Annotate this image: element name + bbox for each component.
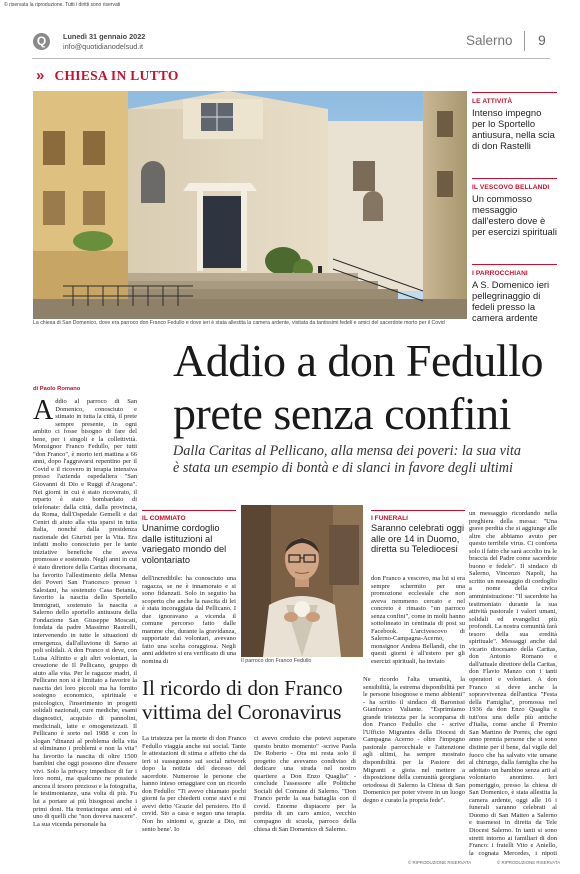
secondary-column-2: ci avevo creduto che potevi superare questo brutto momento" -scrive Paola De Roberto - Ora mi resta solo il progetto che avevamo condiviso di dedicare una strada nel nostro quartiere a Don Enzo Quaglia" - conclude l'assessore alle Politiche Sociali del Comune di Salerno. "Don Franco perde la sua battaglia con il covid. Enorme dispiacere per la perdita di un caro amico, vecchio compagno di scuola, parroco della chiesa di San Domenico di Salerno. <box>254 735 356 833</box>
sidebar-item-title: I PARROCCHIANI <box>472 270 528 277</box>
article-column-3: dell'incredibile: ha conosciuto una ragazza, se ne è innamorato e si sono fidanzati. Solo in seguito ha scoperto che anche la nascita di lei è stata incoraggiata dal Pellicano. I due ignoravano a vicenda il comune percorso fatto dalle mamme che, durante la gravidanza, supportate dai volontari, avevano fatto una scelta coraggiosa. Negli anni addietro si era verificato di una nomina di <box>142 575 236 665</box>
box-text: Unanime cordoglio dalle istituzioni al variegato mondo del volontariato <box>142 523 227 565</box>
sidebar-item-parishioners <box>472 264 557 323</box>
secondary-headline-line-1: Il ricordo di don Franco <box>142 676 343 700</box>
copyright-notice: © riservata la riproduzione. Tutti i diritti sono riservati <box>4 2 121 8</box>
subhead-line-2: è stata un esempio di bontà e di slanci in favore degli ultimi <box>173 460 513 476</box>
rubric-label: CHIESA IN LUTTO <box>54 68 179 83</box>
newspaper-logo <box>33 33 50 50</box>
rubric-marker: » <box>36 67 45 84</box>
subhead-line-1: Dalla Caritas al Pellicano, alla mensa dei poveri: la sua vita <box>173 443 521 459</box>
sidebar-rule <box>472 264 557 265</box>
sidebar-item-bishop <box>472 178 557 237</box>
masthead-rule <box>32 58 550 59</box>
church-photo <box>33 91 467 319</box>
sidebar-item-text: Un commosso messaggio dall'estero dove è per esercizi spirituali <box>472 193 557 237</box>
page-number: 9 <box>538 32 546 48</box>
secondary-column-1: La tristezza per la morte di don Franco Fedullo viaggia anche sui social. Tante le attestazioni di stima e affetto che da ieri si susseguono sui social network dopo la notizia del decesso del sacerdote. Numerose le persone che hanno inteso omaggiare con un ricordo don Fedullo: "Ti avevo chiamato pochi giorni fa per chiederti come stavi e mi avevi detto 'Grazie del pensiero. Ho il covid. Sto a casa e seguo una terapia. Non ho sintomi e, grazie a Dio, mi sento bene'. Io <box>142 735 246 833</box>
sidebar-item-text: A S. Domenico ieri pellegrinaggio di fedeli presso la camera ardente <box>472 279 550 323</box>
priest-photo <box>241 505 363 657</box>
headline-line-2: prete senza confini <box>173 388 511 439</box>
sidebar-item-activity <box>472 92 557 151</box>
priest-photo-caption: Il parroco don Franco Fedullo <box>241 658 312 664</box>
secondary-headline-line-2: vittima del Coronavirus <box>142 700 342 724</box>
photo-caption: La chiesa di San Domenico, dove era parroco don Franco Fedullo e dove ieri è stata allestita la camera ardente, visitata da tantissimi fedeli e amici del sacerdote morto per il Covid <box>33 320 445 326</box>
sidebar-item-title: IL VESCOVO BELLANDI <box>472 184 550 191</box>
article-column-1 <box>33 398 137 864</box>
drop-cap: A <box>33 398 54 426</box>
copyright-footer-secondary: © RIPRODUZIONE RISERVATA <box>408 860 472 865</box>
contact-email: info@quotidianodelsud.it <box>63 42 144 51</box>
box-title: I FUNERALI <box>371 515 408 522</box>
sidebar-item-title: LE ATTIVITÀ <box>472 98 513 105</box>
sidebar-item-text: Intenso impegno per lo Sportello antiusura, nella scia di don Rastelli <box>472 107 555 151</box>
issue-date: Lunedì 31 gennaio 2022 <box>63 32 146 41</box>
section-divider <box>524 31 525 51</box>
article-column-1-text: ddio al parroco di San Domenico, conosciuto e stimato in tutta la città, il prete sempre presente, in ogni ambito ci fosse bisogno di fare del bene, per i singoli e la collettività. Monsignor Franco Fedullo, per tutti "don Franco", è morto ieri mattina a 66 anni, dopo l'aggravarsi repentino per il Covid e il ricovero in terapia intensiva presso l'azienda ospedaliera "San Giovanni di Dio e Ruggi d'Aragona". Nei giorni in cui è stato ricoverato, il reparto è stato bombardato di telefonate: dalla città, dalla provincia, da Roma, dall'Ospedale Gemelli e dai Centri di aiuto alla vita sparsi in tutta Italia, nonché dalla presidenza nazionale dei Giuristi per la Vita. Era infatti molto conosciuto per le tante iniziative benefiche che aveva promosso e sostenuto. Negli anni in cui è stato direttore della Caritas diocesana, ha favorito l'allestimento della Mensa dei Poveri San Francesco presso i Salesiani, ha sostenuto Casa Betania, favorito la nascita dello Sportello Immigrati, sostenuto la nascita a Salerno dello sportello antiusura della Fondazione San Giuseppe Moscati, fondata da padre Massimo Rastrelli, intervenendo in tutte le situazioni di emergenza, dall'alluvione di Sarno ai poli solidali. A don Franco si deve, con Luisa Alfinito e gli altri volontari, la creazione de Il Pellicano, gruppo di aiuto alla vita. Per le ragazze madri, il Pellicano non si è limitato a favorire la nascita dei loro piccoli ma ha fornito sostegno economico, spirituale e psicologico, l'inserimento in progetti solidali nazionali, cure mediche, esami diagnostici, acquisto di pannolini, medicinali, latte e omogeneizzati. Il Pellicano è sorto nel 1988 e con lo slogan "dinanzi al problema della vita si eliminano i problemi e non la vita" ha favorito la nascita di oltre 1500 bambini che oggi possono dire d'essere vivi. Solo la privacy impedisce di far i loro nomi, ma qualcuno ne possiede ancora il tesoro prezioso e la fotografia, le testimonianze, una volta di più. Fu lui a portare ai più bisognosi anche i primi doni. Ha trentacinque anni ed è uno di quelli che "non doveva nascere". La sua vicenda personale ha <box>33 398 137 828</box>
section-name: Salerno <box>466 33 513 48</box>
church-photo-image <box>33 91 467 319</box>
copyright-footer-right: © RIPRODUZIONE RISERVATA <box>497 860 561 865</box>
box-rule <box>371 510 465 511</box>
sidebar-rule <box>472 92 557 93</box>
byline: di Paolo Romano <box>33 386 81 392</box>
box-commiato <box>142 510 236 565</box>
box-rule <box>142 510 236 511</box>
article-column-5: don Franco a vescovo, ma lui si era sempre schermito per una promozione ecclesiale che non aveva nemmeno cercato e nel concreto è rimasto "un parroco senza confini", come in molti hanno sottolineato in centinaia di post su Facebook. L'arcivescovo di Salerno-Campagna-Acerno, monsignor Andrea Bellandi, che in questi giorni è all'estero per gli esercizi spirituali, ha inviato <box>371 575 465 665</box>
box-title: IL COMMIATO <box>142 515 186 522</box>
box-funerali <box>371 510 465 555</box>
box-text: Saranno celebrati oggi alle ore 14 in Duomo, diretta su Telediocesi <box>371 523 465 555</box>
headline-line-1: Addio a don Fedullo <box>173 335 543 386</box>
rubric <box>36 65 179 84</box>
priest-photo-image <box>241 505 363 657</box>
sidebar-rule <box>472 178 557 179</box>
logo-letter: Q <box>36 34 47 48</box>
article-column-6: un messaggio ricordando nella preghiera della messa: "Una grave perdita che si aggiunge alle altre che abbiamo avuto per questo terribile virus. Ci conforta solo il fatto che sarà accolto tra le braccia del Padre come sacerdote buono e fedele". Il sindaco di Salerno, Vincenzo Napoli, ha scritto un messaggio di cordoglio a nome della civica amministrazione: "Il sacerdote ha testimoniato durante la sua attività pastorale i valori umani, solidali ed evangelici più profondi. La nostra comunità farà tesoro della sua eredità spirituale". Messaggi anche dal vicario diocesano della Caritas, don Antonio Romano e dall'attuale direttore della Caritas, don Flavio Manzo con i tanti operatori e volontari. A don Franco si deve anche la sopravvivenza dell'antica "Festa della Famiglia", promossa nel 1936 da don Enzo Quaglia e tutt'ora una delle più antiche d'Italia, come anche il Premio San Martino de Porres, che ogni anno premia persone che si sono distinte per il bene, dal vigile del fuoco che ha salvato vite umane al chirurgo, dalla famiglia che ha adottato un bambino senza arti al volontario anonimo. Ieri pomeriggio, presso la chiesa di San Domenico, è stata allestita la camera ardente, oggi alle 16 i funerali saranno celebrati al Duomo di San Matteo a Salerno e trasmessi in diretta da Tele Diocesi Salerno. In tanti si sono stretti intorno ai familiari di don Franco: i fratelli Vito e Aniello, la cognata Mercedes, i nipoti <box>469 510 557 857</box>
secondary-column-3: Ne ricordo l'alta umanità, la sensibilità, la estrema disponibilità per le persone bisognose e meno abbienti" - ha scritto il sindaco di Baronissi Gianfranco Valiante. "Esprimiamo grande tristezza per la scomparsa di don Franco Fedullo che - scrive l'Ufficio Migrantes della Diocesi di Campagna Acerno - oltre l'impegno pastorale parrocchiale e l'attenzione agli ultimi, ha sempre mostrato disponibilità per la Pastore dei Migranti e gioia nel mettere a disposizione della comunità georgiana ortodossa di Salerno la Chiesa di San Domenico per poter vivere in un luogo degno e curato la propria fede". <box>363 676 465 804</box>
